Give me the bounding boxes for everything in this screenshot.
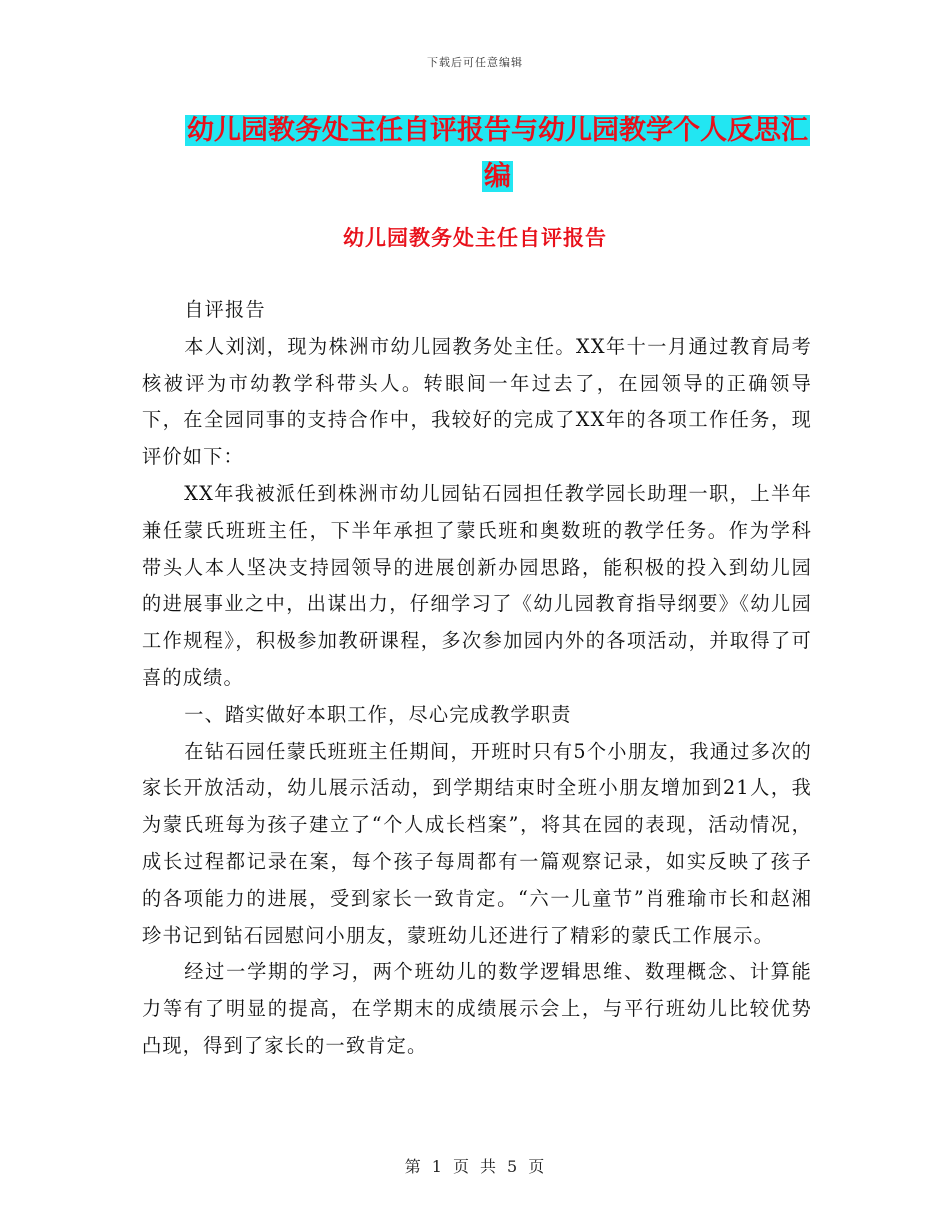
document-title-line1: 幼儿园教务处主任自评报告与幼儿园教学个人反思汇 (187, 115, 808, 146)
page-prefix: 第 (404, 1157, 422, 1176)
page-suffix: 页 (528, 1157, 546, 1176)
page-total-prefix: 共 (480, 1157, 498, 1176)
paragraph: 本人刘浏，现为株洲市幼儿园教务处主任。XX年十一月通过教育局考核被评为市幼教学科带头人。转眼间一年过去了，在园领导的正确领导下，在全园同事的支持合作中，我较好的完成了XX年的各项工作任务，现评价如下： (142, 334, 812, 469)
header-note: 下载后可任意编辑 (427, 56, 523, 69)
paragraph-heading: 自评报告 (184, 298, 266, 321)
page-number (0, 1154, 950, 1177)
document-body (142, 292, 812, 1065)
paragraph: XX年我被派任到株洲市幼儿园钻石园担任教学园长助理一职，上半年兼任蒙氏班班主任，下半年承担了蒙氏班和奥数班的教学任务。作为学科带头人本人坚决支持园领导的进展创新办园思路，能积极的投入到幼儿园的进展事业之中，出谋出力，仔细学习了《幼儿园教育指导纲要》《幼儿园工作规程》，积极参加教研课程，多次参加园内外的各项活动，并取得了可喜的成绩。 (142, 481, 812, 689)
section-title: 幼儿园教务处主任自评报告 (343, 226, 607, 250)
page-current: 1 (431, 1157, 443, 1176)
document-title-line2: 编 (484, 161, 511, 192)
page-mid: 页 (452, 1157, 470, 1176)
page-total: 5 (507, 1157, 519, 1176)
paragraph: 经过一学期的学习，两个班幼儿的数学逻辑思维、数理概念、计算能力等有了明显的提高，在学期末的成绩展示会上，与平行班幼儿比较优势凸现，得到了家长的一致肯定。 (142, 960, 812, 1057)
paragraph: 在钻石园任蒙氏班班主任期间，开班时只有5个小朋友，我通过多次的家长开放活动，幼儿展示活动，到学期结束时全班小朋友增加到21人，我为蒙氏班每为孩子建立了“个人成长档案”，将其在园的表现，活动情况，成长过程都记录在案，每个孩子每周都有一篇观察记录，如实反映了孩子的各项能力的进展，受到家长一致肯定。“六一儿童节”肖雅瑜市长和赵湘珍书记到钻石园慰问小朋友，蒙班幼儿还进行了精彩的蒙氏工作展示。 (142, 739, 812, 947)
document-title (185, 108, 810, 200)
paragraph-subheading: 一、踏实做好本职工作，尽心完成教学职责 (184, 702, 572, 726)
